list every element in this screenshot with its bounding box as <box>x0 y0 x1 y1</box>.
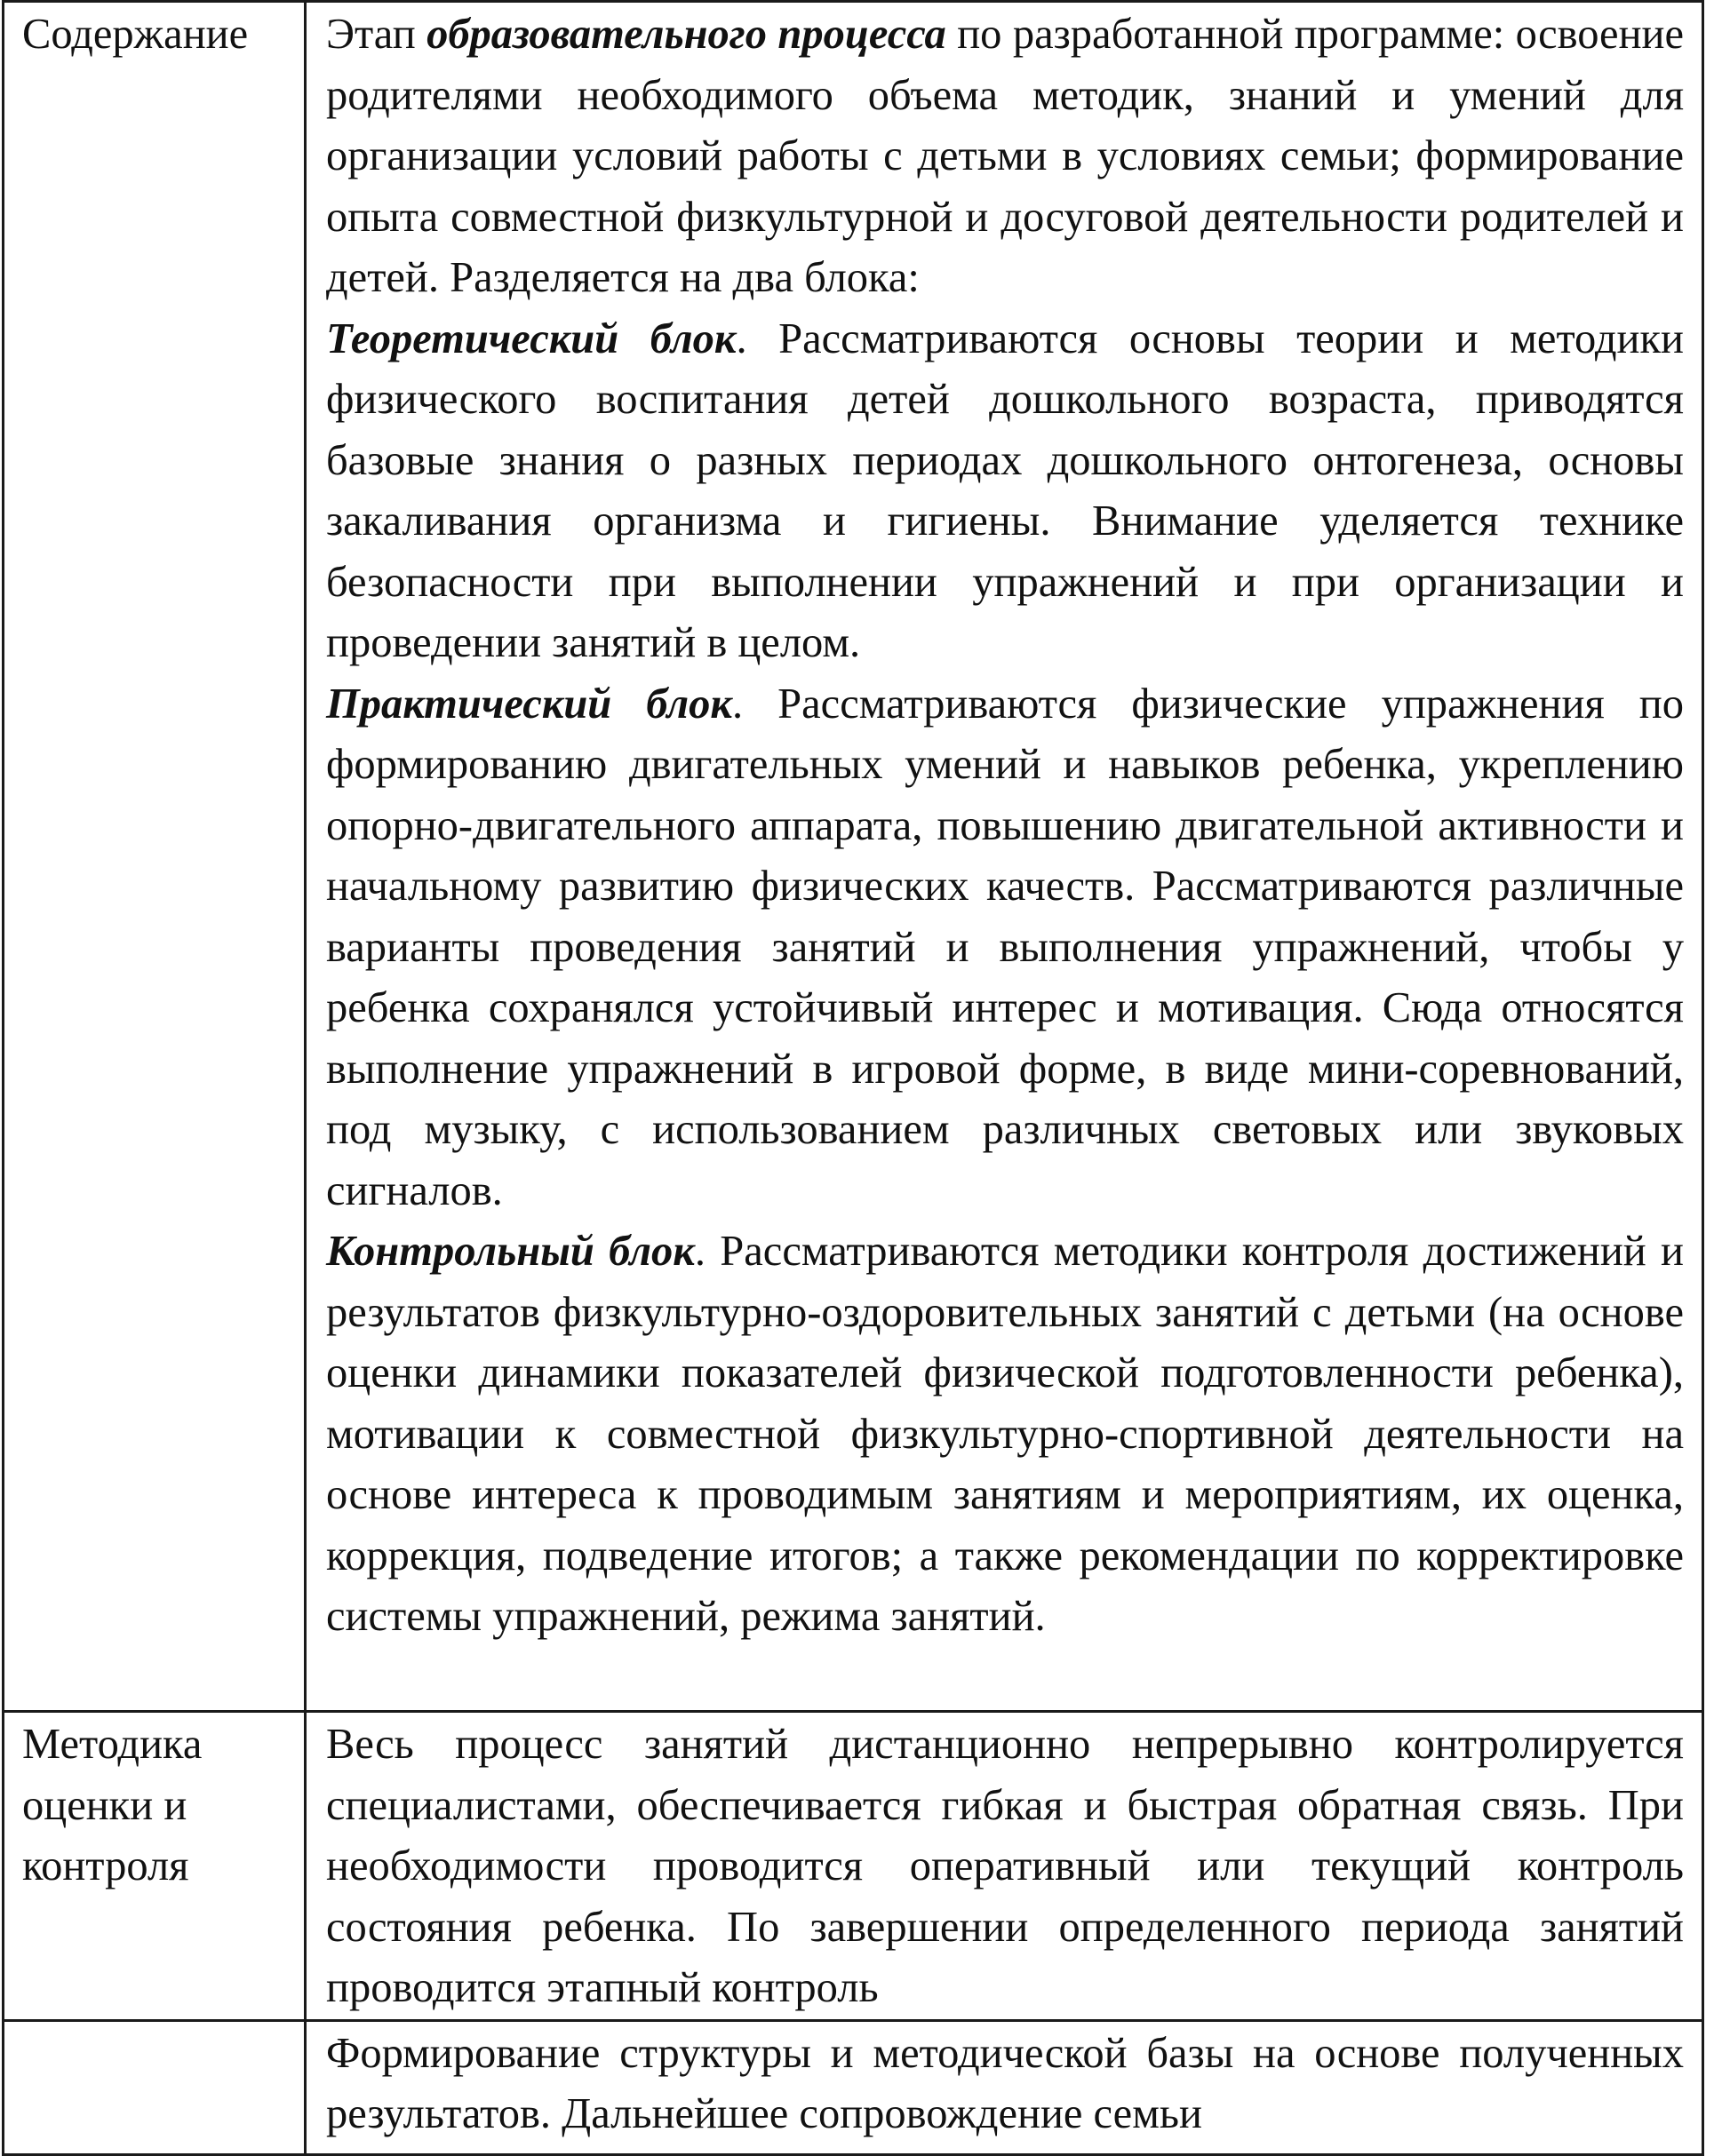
row-content-cell <box>306 1712 1703 2021</box>
block-paragraph-practical <box>326 674 1684 1222</box>
row-label-line: контроля <box>22 1842 189 1889</box>
intro-text-after: по разработанной программе: освоение родителями необходимого объема методик, знаний и умений для организации условий работы с детьми в условиях семьи; формирование опыта совместной физкультурной и досуговой деятельности родителей и детей. Разделяется на два блока: <box>326 11 1685 301</box>
row-label: Содержание <box>22 11 249 58</box>
block-title: Контрольный блок <box>326 1228 695 1275</box>
table-row <box>4 2020 1703 2154</box>
row-text: Формирование структуры и методической базы на основе полученных результатов. Дальнейшее сопровождение семьи <box>326 2029 1684 2137</box>
row-text: Весь процесс занятий дистанционно непрерывно контролируется специалистами, обеспечивается гибкая и быстрая обратная связь. При необходимости проводится оперативный или текущий контроль состояния ребенка. По завершении определенного периода занятий проводится этапный контроль <box>326 1721 1684 2011</box>
table-row <box>4 2 1703 1712</box>
intro-text-before: Этап <box>326 11 427 58</box>
row-label-cell <box>4 1712 306 2021</box>
intro-paragraph <box>326 4 1684 309</box>
block-title: Теоретический блок <box>326 314 737 362</box>
row-content-cell <box>306 2 1703 1712</box>
block-paragraph-control <box>326 1221 1684 1648</box>
block-title: Практический блок <box>326 680 733 728</box>
row-label-cell <box>4 2020 306 2154</box>
row-content-cell <box>306 2020 1703 2154</box>
intro-emphasis: образовательного процесса <box>427 11 946 58</box>
block-text: . Рассматриваются методики контроля достижений и результатов физкультурно-оздоровительных занятий с детьми (на основе оценки динамики показателей физической подготовленности ребенка), мотивации к совместной физкультурно-спортивной деятельности на основе интереса к проводимым занятиям и мероприятиям, их оценка, коррекция, подведение итогов; а также рекомендации по корректировке системы упражнений, режима занятий. <box>326 1228 1684 1640</box>
row-label-line: Методика <box>22 1721 203 1768</box>
block-paragraph-theoretical <box>326 309 1684 674</box>
document-table <box>2 0 1704 2156</box>
block-text: . Рассматриваются физические упражнения по формированию двигательных умений и навыков ребенка, укреплению опорно-двигательного аппарата, повышению двигательной активности и начальному развитию физических качеств. Рассматриваются различные варианты проведения занятий и выполнения упражнений, чтобы у ребенка сохранялся устойчивый интерес и мотивация. Сюда относятся выполнение упражнений в игровой форме, в виде мини-соревнований, под музыку, с использованием различных световых или звуковых сигналов. <box>326 680 1684 1214</box>
row-label-cell <box>4 2 306 1712</box>
block-text: . Рассматриваются основы теории и методики физического воспитания детей дошкольного возраста, приводятся базовые знания о разных периодах дошкольного онтогенеза, основы закаливания организма и гигиены. Внимание уделяется технике безопасности при выполнении упражнений и при организации и проведении занятий в целом. <box>326 314 1684 666</box>
row-label-line: оценки и <box>22 1781 187 1829</box>
table-row <box>4 1712 1703 2021</box>
